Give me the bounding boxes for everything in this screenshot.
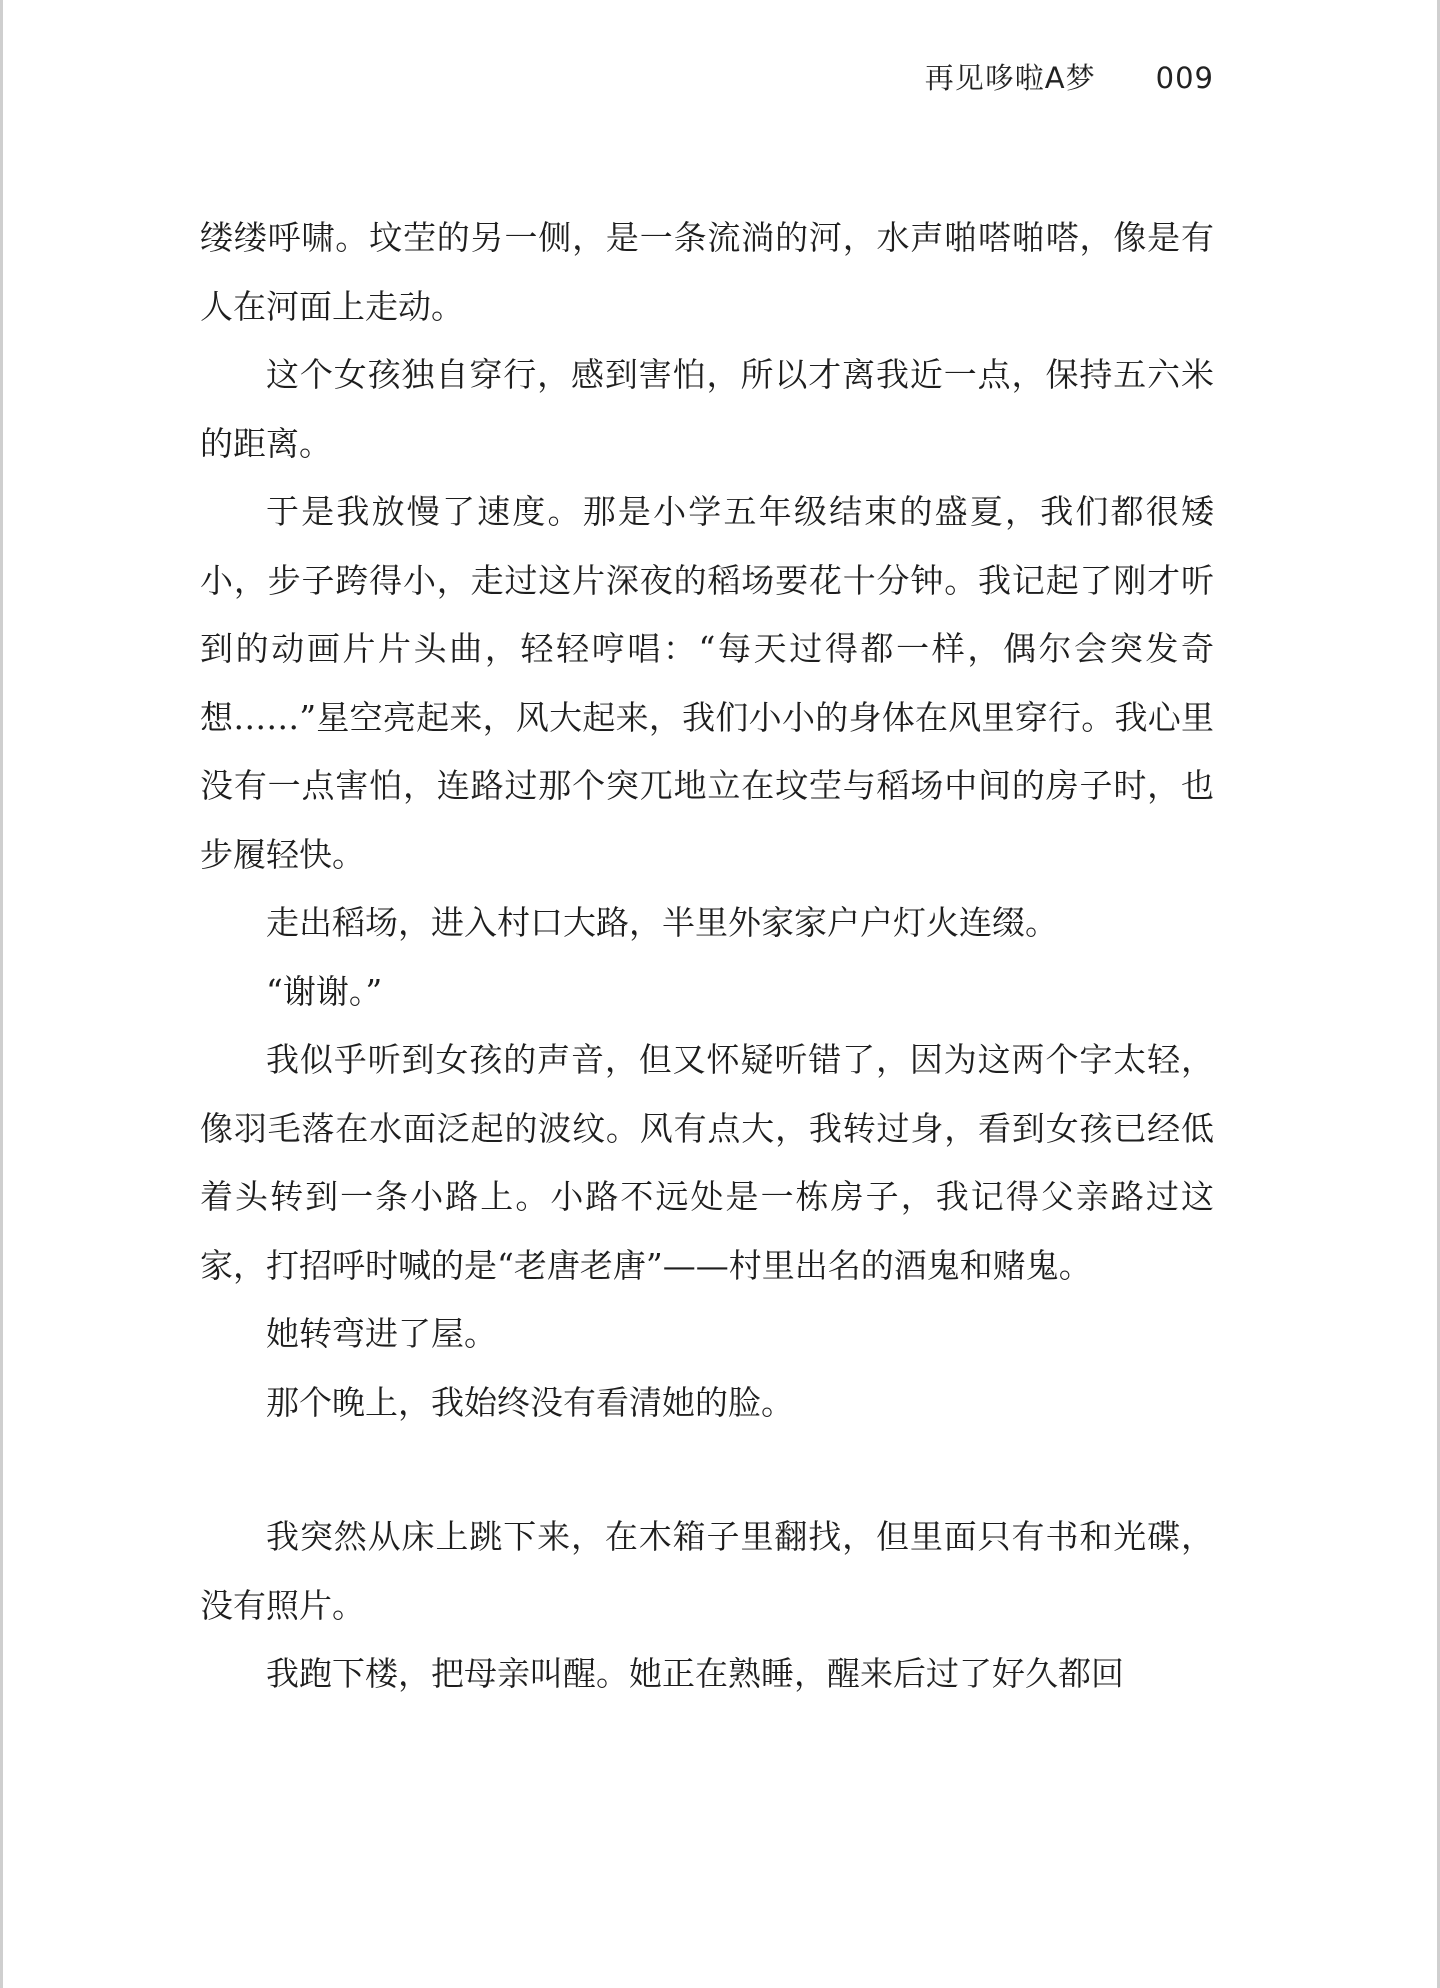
paragraph: “谢谢。”	[266, 971, 383, 1011]
paragraph: 那个晚上，我始终没有看清她的脸。	[266, 1382, 794, 1422]
paragraph: 缕缕呼啸。坟茔的另一侧，是一条流淌的河，水声啪嗒啪嗒，像是有人在河面上走动。	[200, 218, 1214, 326]
section-break	[200, 1437, 1214, 1503]
paragraph: 这个女孩独自穿行，感到害怕，所以才离我近一点，保持五六米的距离。	[200, 355, 1214, 463]
paragraph: 于是我放慢了速度。那是小学五年级结束的盛夏，我们都很矮小，步子跨得小，走过这片深夜的稻场要花十分钟。我记起了刚才听到的动画片片头曲，轻轻哼唱：“每天过得都一样，偶尔会突发奇想……”星空亮起来，风大起来，我们小小的身体在风里穿行。我心里没有一点害怕，连路过那个突兀地立在坟茔与稻场中间的房子时，也步履轻快。	[200, 492, 1214, 874]
running-title: 再见哆啦A梦	[924, 61, 1096, 95]
page-left-border	[0, 0, 3, 1988]
body-text	[200, 204, 1214, 1709]
paragraph: 我似乎听到女孩的声音，但又怀疑听错了，因为这两个字太轻，像羽毛落在水面泛起的波纹。风有点大，我转过身，看到女孩已经低着头转到一条小路上。小路不远处是一栋房子，我记得父亲路过这家，打招呼时喊的是“老唐老唐”——村里出名的酒鬼和赌鬼。	[200, 1040, 1214, 1285]
paragraph: 我跑下楼，把母亲叫醒。她正在熟睡，醒来后过了好久都回	[266, 1654, 1124, 1693]
page-number: 009	[1155, 61, 1214, 95]
paragraph: 她转弯进了屋。	[266, 1314, 497, 1353]
paragraph: 走出稻场，进入村口大路，半里外家家户户灯火连缀。	[266, 903, 1058, 942]
page-header	[925, 56, 1214, 97]
paragraph: 我突然从床上跳下来，在木箱子里翻找，但里面只有书和光碟，没有照片。	[200, 1517, 1214, 1625]
